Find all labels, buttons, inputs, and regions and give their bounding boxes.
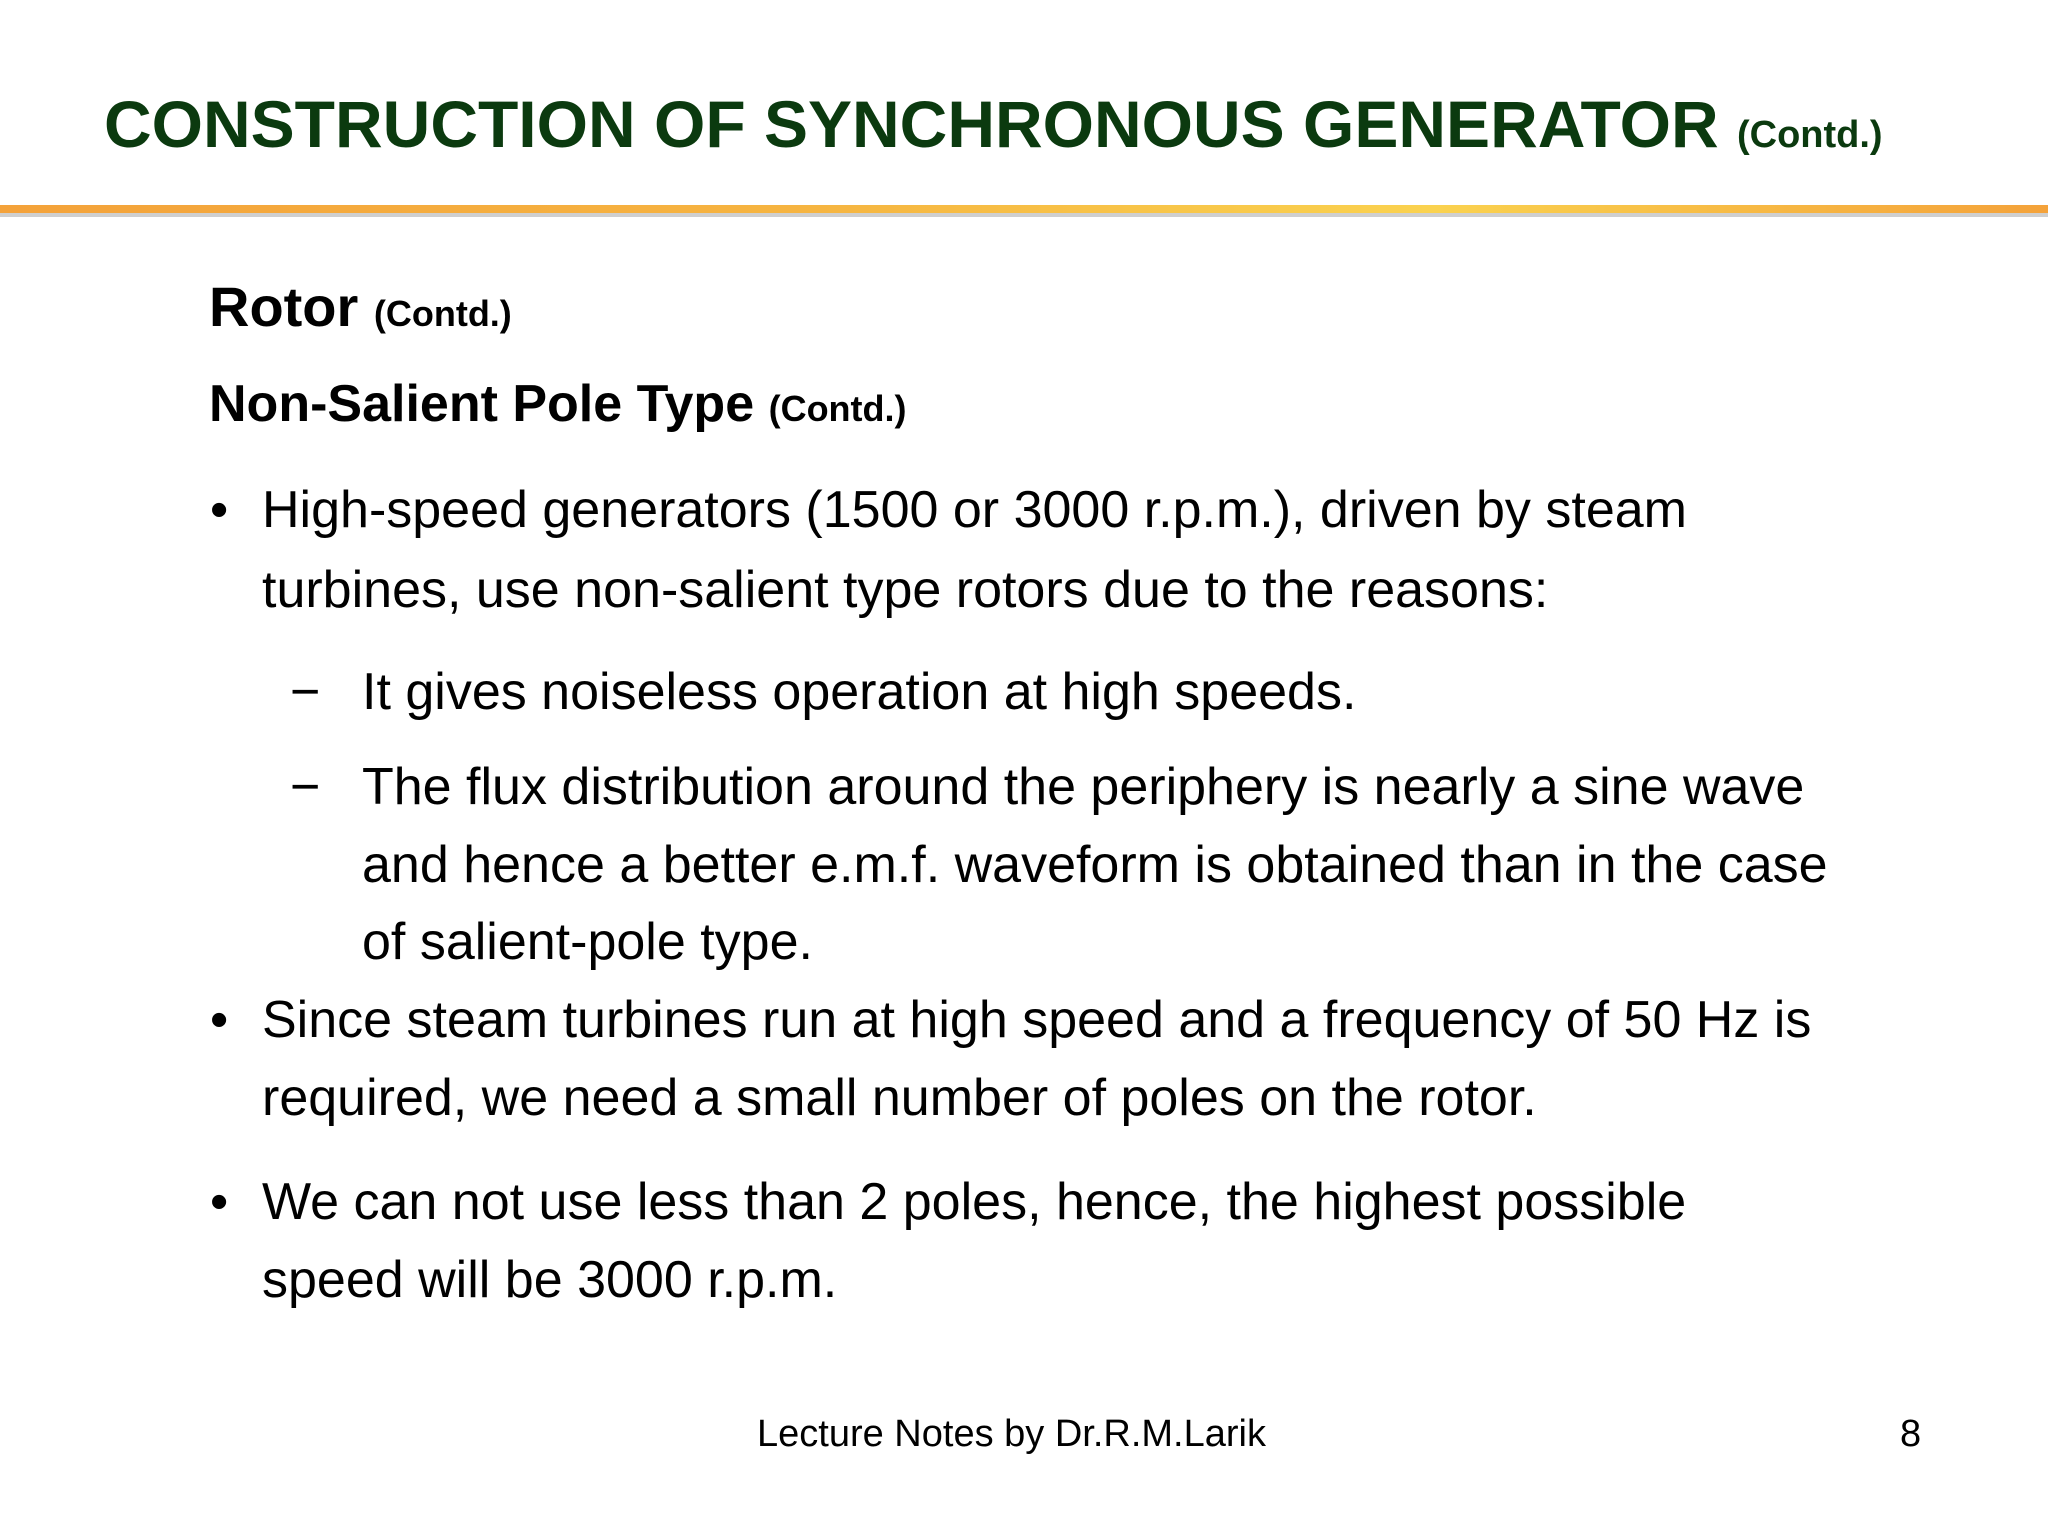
section-heading-text: Rotor [209,275,359,338]
bullet-text-line: Since steam turbines run at high speed and a frequency of 50 Hz is [262,991,1812,1049]
sub-item-text-line: The flux distribution around the periphery is nearly a sine wave [362,758,1805,816]
subsection-heading-suffix: (Contd.) [768,388,907,429]
bullet-text-line: High-speed generators (1500 or 3000 r.p.m.), driven by steam [262,481,1687,539]
subsection-heading-text: Non-Salient Pole Type [209,375,755,433]
slide-title [104,84,1883,175]
slide-title-suffix: (Contd.) [1736,114,1883,156]
dash-marker: − [290,663,321,721]
page-number: 8 [1900,1413,1922,1455]
section-heading [209,272,512,349]
title-divider-shadow [0,213,2048,217]
sub-item-text-line: and hence a better e.m.f. waveform is obtained than in the case [362,836,1828,894]
bullet-text-line: required, we need a small number of poles on the rotor. [262,1069,1537,1127]
slide-footer: Lecture Notes by Dr.R.M.Larik [757,1413,1266,1455]
bullet-marker: • [210,1173,229,1231]
bullet-text-line: turbines, use non-salient type rotors due to the reasons: [262,561,1549,619]
sub-item-text-line: of salient-pole type. [362,913,813,971]
subsection-heading [209,370,907,443]
section-heading-suffix: (Contd.) [373,293,512,334]
bullet-text-line: We can not use less than 2 poles, hence, the highest possible [262,1173,1687,1231]
bullet-marker: • [210,481,229,539]
dash-marker: − [290,758,321,816]
bullet-text-line: speed will be 3000 r.p.m. [262,1251,838,1309]
sub-item-text-line: It gives noiseless operation at high speeds. [362,663,1357,721]
bullet-marker: • [210,991,229,1049]
title-divider [0,205,2048,213]
slide-title-text: CONSTRUCTION OF SYNCHRONOUS GENERATOR [104,87,1719,161]
